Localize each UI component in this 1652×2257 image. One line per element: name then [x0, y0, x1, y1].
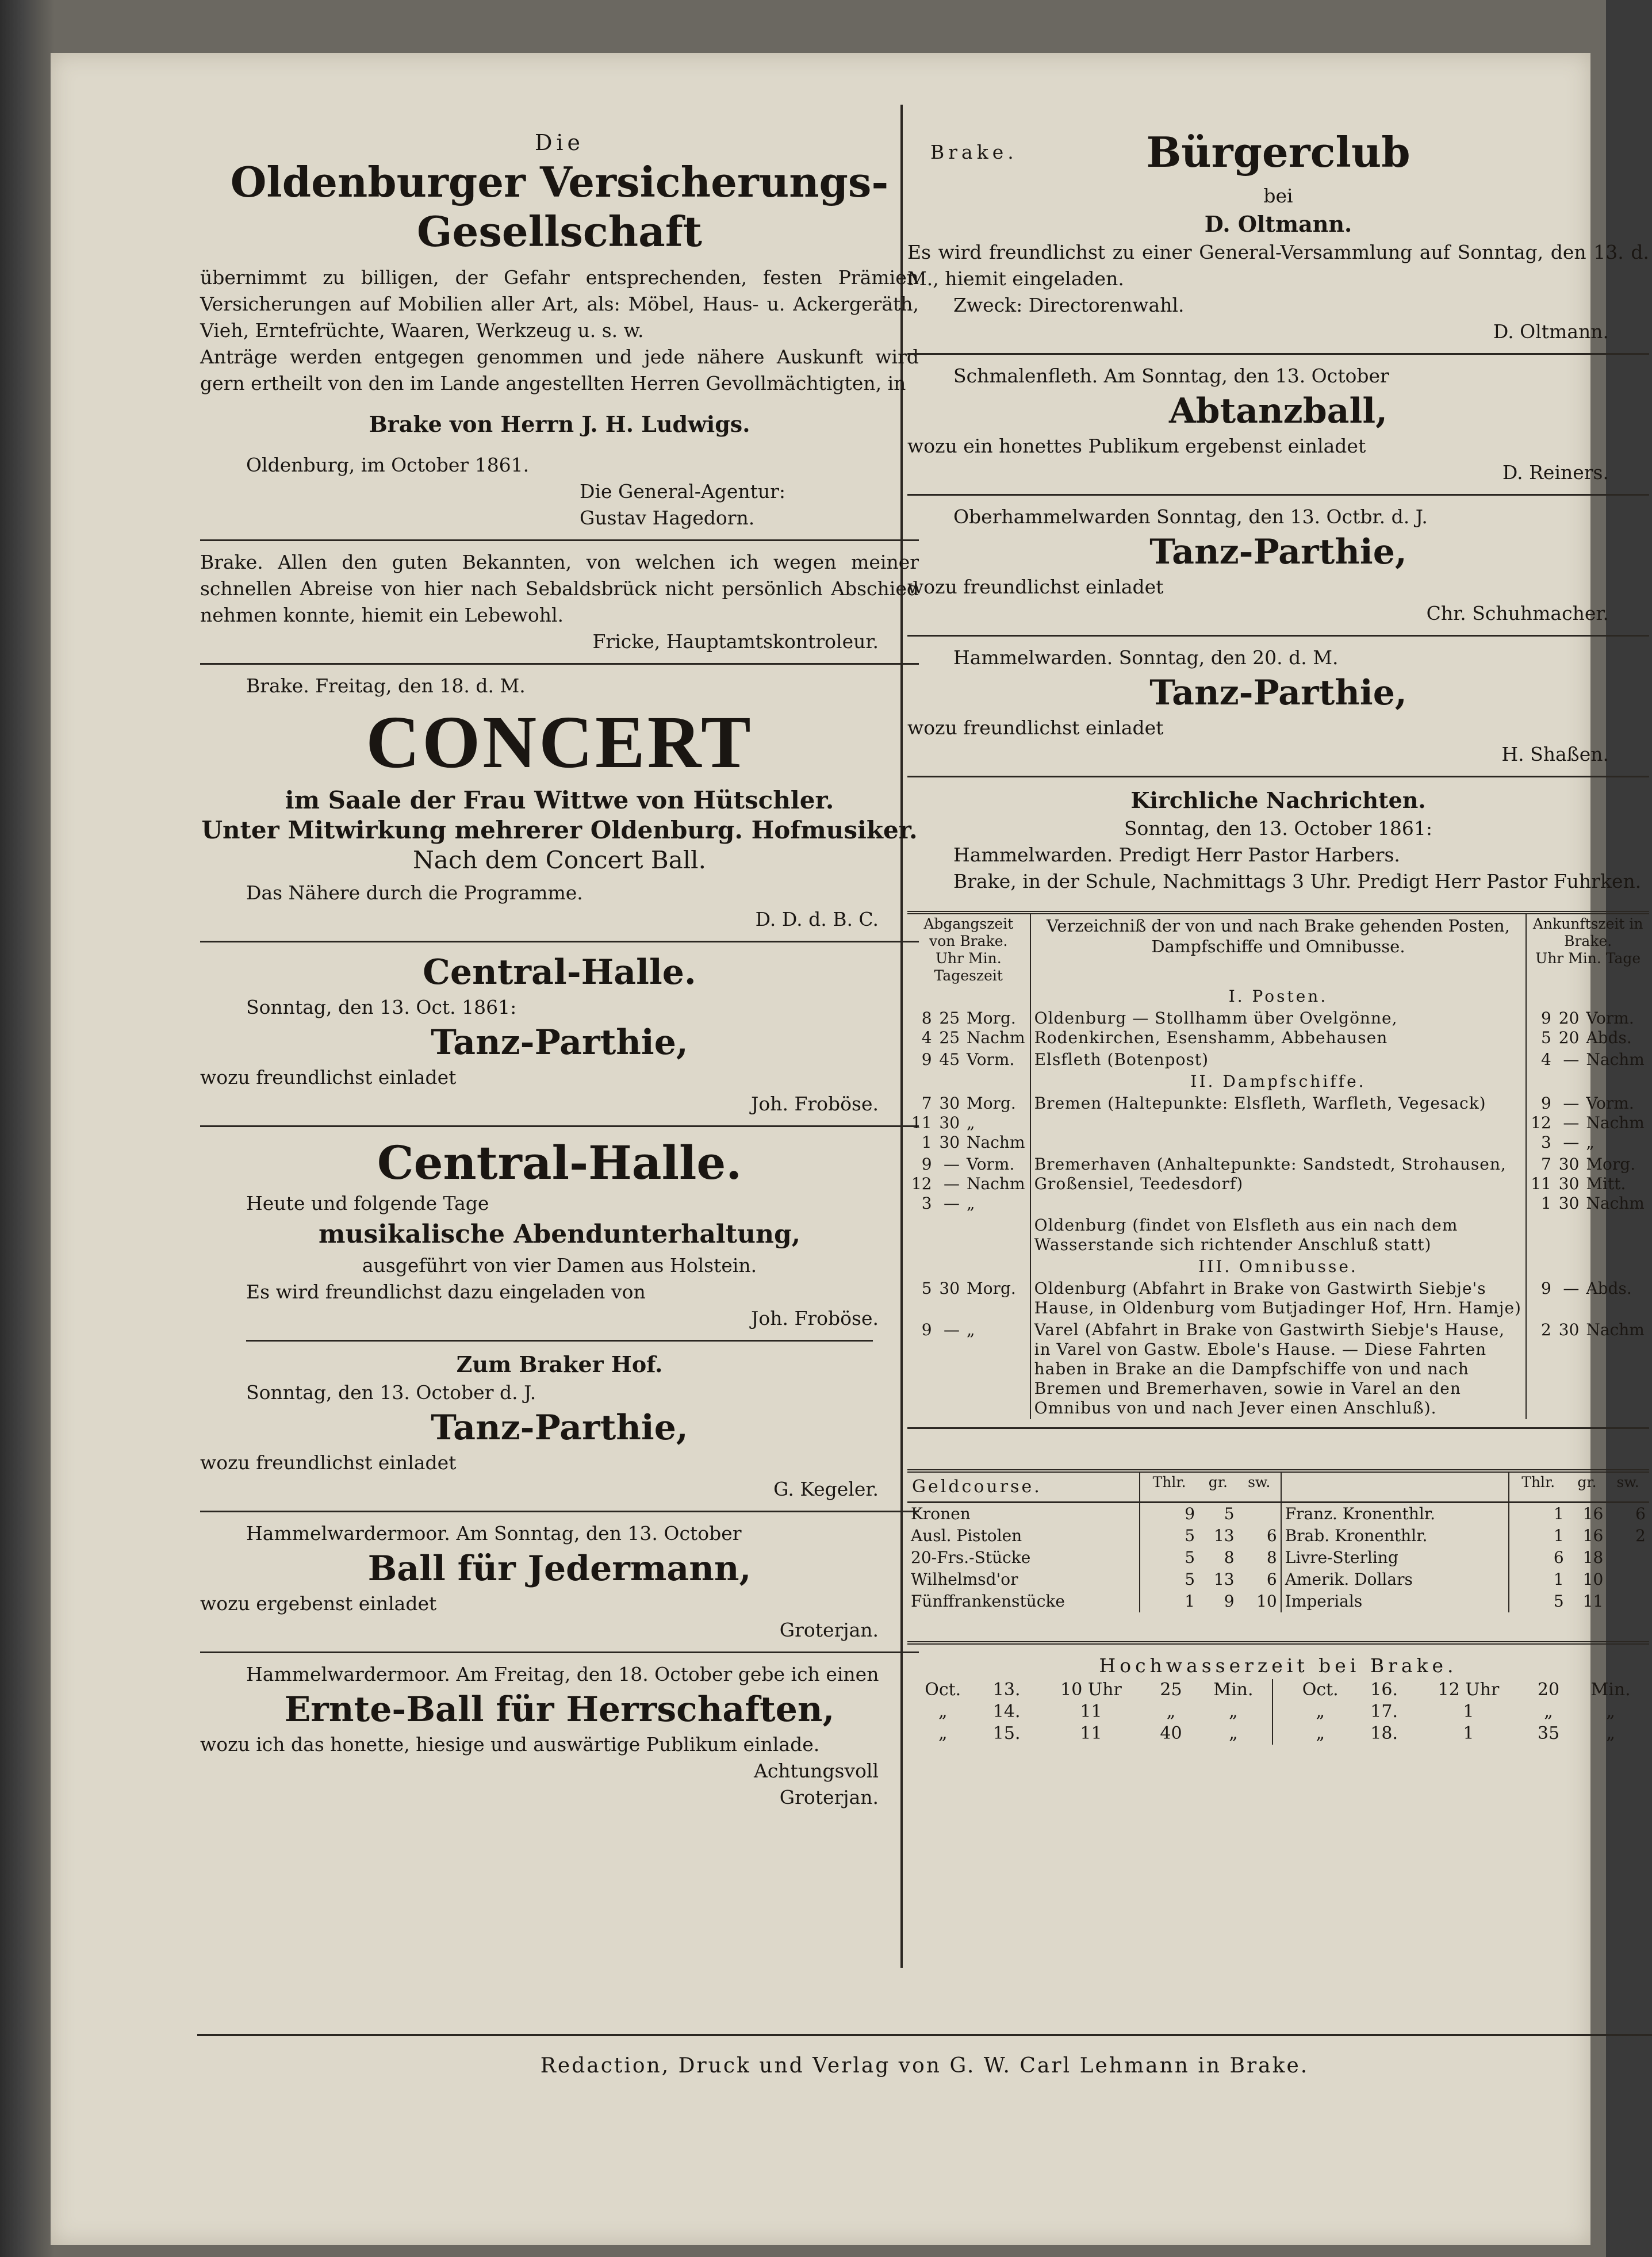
- concert-sig: D. D. d. B. C.: [755, 908, 879, 930]
- buerger-title: Bürgerclub: [1146, 128, 1410, 177]
- transport-schedule: [907, 911, 1649, 1429]
- coin-gr: 10: [1582, 1570, 1604, 1589]
- sched-spacer: [936, 1256, 964, 1278]
- hw-cell: 18.: [1370, 1723, 1398, 1743]
- ball2-event: Ernte-Ball für Herrschaften,: [284, 1689, 835, 1730]
- hw-cell: 14.: [992, 1702, 1021, 1722]
- hammel-date: Hammelwarden. Sonntag, den 20. d. M.: [953, 646, 1339, 669]
- arr-min: 30 30 30: [1558, 1155, 1580, 1213]
- dep-time-of-day: „: [967, 1320, 975, 1339]
- central2-line-1: Heute und folgende Tage: [246, 1192, 489, 1214]
- hw-cell: „: [938, 1702, 948, 1722]
- coin-sw: 6: [1266, 1526, 1277, 1545]
- dep-time-of-day: Morg. „ Nachm: [967, 1094, 1025, 1152]
- sched-spacer: [907, 1256, 936, 1278]
- arr-hour: 9 12 3: [1526, 1093, 1555, 1154]
- ball1-invite: wozu ergebenst einladet: [200, 1592, 437, 1615]
- coin-sw: [1607, 1547, 1649, 1569]
- concert-date: Brake. Freitag, den 18. d. M.: [246, 675, 526, 697]
- central2-title: Central-Halle.: [377, 1136, 742, 1190]
- braker-event: Tanz-Parthie,: [431, 1408, 688, 1448]
- arr-time-of-day: Nachm: [1586, 1320, 1645, 1339]
- schedule-section-row: [907, 1071, 1649, 1093]
- buergerclub-ad: [907, 128, 1649, 345]
- farewell-sig: Fricke, Hauptamtskontroleur.: [592, 630, 879, 653]
- route-desc: Oldenburg (findet von Elsfleth aus ein nach dem Wasserstande sich richtender Anschluß statt): [1030, 1214, 1527, 1256]
- hw-cell: 15.: [992, 1723, 1021, 1743]
- church-news: [907, 785, 1649, 895]
- insurance-sig-2: Gustav Hagedorn.: [580, 507, 755, 529]
- divider: [200, 1125, 919, 1127]
- ober-date: Oberhammelwarden Sonntag, den 13. Octbr. d. J.: [953, 505, 1428, 528]
- buerger-zweck: Zweck: Directorenwahl.: [953, 294, 1185, 316]
- coin-sw: 6: [1266, 1570, 1277, 1589]
- central2-line-3: ausgeführt von vier Damen aus Holstein.: [362, 1254, 757, 1277]
- geld-row: [907, 1591, 1649, 1612]
- dep-hour: [907, 1214, 936, 1256]
- sched-spacer: [907, 1071, 936, 1093]
- ball1-date: Hammelwardermoor. Am Sonntag, den 13. October: [246, 1522, 742, 1545]
- sched-spacer: [936, 986, 964, 1007]
- geld-title: Geldcourse.: [912, 1477, 1042, 1497]
- central1-event: Tanz-Parthie,: [431, 1022, 688, 1063]
- insurance-ad: [200, 128, 919, 531]
- hw-cell: „: [1166, 1702, 1176, 1722]
- dep-time-of-day: Morg.: [967, 1279, 1016, 1298]
- central2-line-4: Es wird freundlichst dazu eingeladen von: [246, 1281, 646, 1303]
- coin-thlr: 5: [1140, 1547, 1198, 1569]
- sched-spacer: [1555, 1071, 1583, 1093]
- arr-time-of-day: [1582, 1214, 1649, 1256]
- coin-thlr: 1: [1509, 1525, 1567, 1547]
- arr-time-of-day: Vorm. Abds.: [1586, 1009, 1634, 1047]
- hw-cell: 12 Uhr: [1438, 1680, 1500, 1700]
- arr-min: [1555, 1214, 1583, 1256]
- concert-line-4: Das Nähere durch die Programme.: [246, 882, 583, 904]
- dep-time-of-day: Morg. Nachm: [967, 1009, 1025, 1047]
- hw-cell: „: [1229, 1702, 1238, 1722]
- dep-min: 45: [939, 1050, 960, 1069]
- coin-name: Ausl. Pistolen: [911, 1526, 1022, 1545]
- arr-time-of-day: Vorm. Nachm „: [1586, 1094, 1645, 1152]
- kirche-title: Kirchliche Nachrichten.: [1130, 787, 1426, 813]
- schedule-row: [907, 1049, 1649, 1071]
- hw-cell: 10 Uhr: [1060, 1680, 1122, 1700]
- geld-h-blank: [1281, 1471, 1509, 1503]
- dep-hour: 9: [921, 1050, 932, 1069]
- geld-h-thlr-2: Thlr.: [1509, 1471, 1567, 1503]
- geld-row: [907, 1569, 1649, 1591]
- route-desc: Bremerhaven (Anhaltepunkte: Sandstedt, Strohausen, Großensiel, Teedesdorf): [1030, 1154, 1527, 1214]
- ball2-sig-2: Groterjan.: [779, 1786, 879, 1808]
- coin-name: 20-Frs.-Stücke: [911, 1548, 1031, 1567]
- high-water-table: [907, 1679, 1649, 1745]
- kirche-line-1: Hammelwarden. Predigt Herr Pastor Harbers.: [953, 844, 1400, 866]
- ball1-sig: Groterjan.: [779, 1619, 879, 1641]
- insurance-body-1: übernimmt zu billigen, der Gefahr entsprechenden, festen Prämien Versicherungen auf Mobilien aller Art, als: Möbel, Haus- u. Ackergeräth, Vieh, Erntefrüchte, Waaren, Werkzeug u. s. w.: [200, 266, 919, 342]
- geld-row: [907, 1547, 1649, 1569]
- coin-gr: 13: [1213, 1526, 1235, 1545]
- hw-cell: „: [1316, 1723, 1325, 1743]
- hw-cell: 40: [1160, 1723, 1182, 1743]
- hw-cell: 1: [1463, 1702, 1474, 1722]
- hochwasser-title: Hochwasserzeit bei Brake.: [1099, 1654, 1458, 1677]
- high-water-row: [907, 1679, 1649, 1701]
- schedule-section-title: III. Omnibusse.: [1030, 1256, 1527, 1278]
- sched-spacer: [963, 986, 1030, 1007]
- coin-thlr: 1: [1509, 1503, 1567, 1526]
- coin-gr: 16: [1582, 1526, 1604, 1545]
- geld-h-gr: gr.: [1208, 1474, 1228, 1490]
- ball2-date: Hammelwardermoor. Am Freitag, den 18. October gebe ich einen: [246, 1663, 879, 1685]
- dep-min: 25 25: [939, 1009, 960, 1047]
- geld-h-thlr: Thlr.: [1140, 1471, 1198, 1503]
- ball2-invite: wozu ich das honette, hiesige und auswärtige Publikum einlade.: [200, 1733, 820, 1756]
- divider: [200, 539, 919, 541]
- dep-hour: 7 11 1: [911, 1094, 932, 1152]
- high-water-section: [907, 1641, 1649, 1745]
- coin-name: Franz. Kronenthlr.: [1281, 1503, 1509, 1526]
- schedule-row: [907, 1154, 1649, 1214]
- insurance-agent: Brake von Herrn J. H. Ludwigs.: [369, 411, 750, 437]
- schedule-row: [907, 1278, 1649, 1319]
- high-water-row: [907, 1723, 1649, 1745]
- ball2-sig-1: Achtungsvoll: [753, 1760, 879, 1782]
- coin-sw: [1607, 1591, 1649, 1612]
- braker-invite: wozu freundlichst einladet: [200, 1451, 457, 1474]
- geld-row: [907, 1503, 1649, 1526]
- divider: [907, 635, 1649, 637]
- hw-sep: [1272, 1723, 1285, 1745]
- arr-hour: 7 11 1: [1526, 1154, 1555, 1214]
- route-desc: Oldenburg (Abfahrt in Brake von Gastwirth Siebje's Hause, in Oldenburg vom Butjadinger Hof, Hrn. Hamje): [1030, 1278, 1527, 1319]
- dep-hour: 5: [921, 1279, 932, 1298]
- arr-min: 30: [1558, 1320, 1580, 1339]
- hw-cell: 1: [1463, 1723, 1474, 1743]
- abtanz-date: Schmalenfleth. Am Sonntag, den 13. October: [953, 365, 1389, 387]
- insurance-place: Oldenburg, im October 1861.: [246, 454, 530, 476]
- coin-gr: 18: [1582, 1548, 1604, 1567]
- route-desc: Elsfleth (Botenpost): [1030, 1049, 1527, 1071]
- buerger-place: Brake.: [930, 141, 1018, 163]
- hw-sep: [1272, 1701, 1285, 1723]
- coin-name: Brab. Kronenthlr.: [1281, 1525, 1509, 1547]
- concert-line-1: im Saale der Frau Wittwe von Hütschler.: [285, 786, 834, 814]
- coin-thlr: 5: [1140, 1525, 1198, 1547]
- hw-cell: 25: [1160, 1680, 1182, 1700]
- arr-min: —: [1563, 1279, 1580, 1298]
- geld-row: [907, 1525, 1649, 1547]
- braker-date: Sonntag, den 13. October d. J.: [246, 1381, 536, 1404]
- oberhammelwarden-ad: [907, 504, 1649, 627]
- hw-cell: Oct.: [1302, 1680, 1339, 1700]
- arr-min: —: [1563, 1050, 1580, 1069]
- braker-title: Zum Braker Hof.: [456, 1351, 663, 1377]
- sched-spacer: [1526, 1256, 1555, 1278]
- hw-cell: „: [1316, 1702, 1325, 1722]
- coin-thlr: 9: [1140, 1503, 1198, 1526]
- hw-cell: „: [1544, 1702, 1553, 1722]
- coin-name: Fünffrankenstücke: [911, 1592, 1065, 1611]
- dep-hour: 9 12 3: [911, 1155, 932, 1213]
- insurance-sig-1: Die General-Agentur:: [580, 480, 786, 503]
- coin-sw: 10: [1256, 1592, 1277, 1611]
- schedule-row: [907, 1007, 1649, 1049]
- buerger-text: Es wird freundlichst zu einer General-Versammlung auf Sonntag, den 13. d. M., hiemit eingeladen.: [907, 241, 1649, 290]
- central1-title: Central-Halle.: [423, 952, 696, 993]
- dep-min: 30 30 30: [939, 1094, 960, 1152]
- ober-sig: Chr. Schuhmacher.: [1426, 602, 1609, 624]
- hammelwarden-ad: [907, 645, 1649, 768]
- route-desc: Bremen (Haltepunkte: Elsfleth, Warfleth, Vegesack): [1030, 1093, 1527, 1154]
- ober-invite: wozu freundlichst einladet: [907, 576, 1164, 598]
- arr-time-of-day: Abds.: [1586, 1279, 1632, 1298]
- schedule-row: [907, 1214, 1649, 1256]
- coin-gr: 11: [1582, 1592, 1604, 1611]
- coin-name: Amerik. Dollars: [1281, 1569, 1509, 1591]
- hw-cell: „: [1606, 1723, 1615, 1743]
- hw-cell: „: [1229, 1723, 1238, 1743]
- dep-min: 30: [939, 1279, 960, 1298]
- dep-hour: 9: [921, 1320, 932, 1339]
- ober-event: Tanz-Parthie,: [1149, 532, 1407, 572]
- coin-thlr: 5: [1509, 1591, 1567, 1612]
- concert-line-3: Nach dem Concert Ball.: [413, 846, 706, 874]
- sched-spacer: [1555, 986, 1583, 1007]
- buerger-host: D. Oltmann.: [1204, 211, 1352, 237]
- arr-hour: 4: [1526, 1049, 1555, 1071]
- divider: [200, 1651, 919, 1653]
- schedule-section-title: I. Posten.: [1030, 986, 1527, 1007]
- schedule-section-row: [907, 1256, 1649, 1278]
- hammel-invite: wozu freundlichst einladet: [907, 716, 1164, 739]
- geld-h-sw-2: sw.: [1616, 1474, 1639, 1490]
- hw-sep: [1272, 1679, 1285, 1701]
- hw-cell: 13.: [992, 1680, 1021, 1700]
- insurance-body-2: Anträge werden entgegen genommen und jede nähere Auskunft wird gern ertheilt von den im Lande angestellten Herren Gevollmächtigten, in: [200, 346, 919, 394]
- abtanz-sig: D. Reiners.: [1502, 461, 1609, 484]
- buerger-bei: bei: [1263, 185, 1293, 207]
- sched-spacer: [963, 1256, 1030, 1278]
- left-column: [200, 128, 919, 1811]
- sched-spacer: [1526, 1071, 1555, 1093]
- sched-spacer: [1582, 986, 1649, 1007]
- high-water-row: [907, 1701, 1649, 1723]
- coin-thlr: 6: [1509, 1547, 1567, 1569]
- divider: [907, 776, 1649, 777]
- concert-title: CONCERT: [366, 701, 753, 784]
- hw-cell: 20: [1537, 1680, 1560, 1700]
- arr-hour: 9 5: [1526, 1007, 1555, 1049]
- sched-spacer: [1555, 1256, 1583, 1278]
- divider: [200, 1511, 919, 1512]
- arr-time-of-day: Morg. Mitt. Nachm: [1586, 1155, 1645, 1213]
- coin-name: Kronen: [911, 1504, 971, 1523]
- dep-time-of-day: Vorm. Nachm „: [967, 1155, 1025, 1213]
- central-halle-ad-1: [200, 951, 919, 1117]
- insurance-title-2: Gesellschaft: [417, 207, 702, 256]
- divider: [200, 941, 919, 942]
- ball1-event: Ball für Jedermann,: [367, 1549, 752, 1589]
- coin-sw: [1238, 1503, 1281, 1526]
- hw-cell: „: [1606, 1702, 1615, 1722]
- coin-gr: 13: [1213, 1570, 1235, 1589]
- divider: [200, 663, 919, 665]
- ernte-ball-ad: [200, 1661, 919, 1811]
- dep-hour: 8 4: [921, 1009, 932, 1047]
- hw-cell: 11: [1080, 1702, 1102, 1722]
- sched-spacer: [963, 1071, 1030, 1093]
- coin-thlr: 1: [1509, 1569, 1567, 1591]
- central-halle-ad-2: [200, 1135, 919, 1332]
- departure-header: Abgangszeit von Brake. Uhr Min. Tageszeit: [907, 913, 1030, 986]
- braker-sig: G. Kegeler.: [773, 1478, 879, 1500]
- arrival-header: Ankunftszeit in Brake. Uhr Min. Tage: [1526, 913, 1649, 986]
- dep-min: —: [944, 1320, 960, 1339]
- hw-cell: Min.: [1590, 1680, 1631, 1700]
- hw-cell: 11: [1080, 1723, 1102, 1743]
- central2-sig: Joh. Froböse.: [751, 1307, 879, 1329]
- coin-thlr: 5: [1140, 1569, 1198, 1591]
- hammel-sig: H. Shaßen.: [1501, 743, 1609, 765]
- coin-sw: 8: [1266, 1548, 1277, 1567]
- arr-hour: 2: [1526, 1319, 1555, 1419]
- concert-line-2: Unter Mitwirkung mehrerer Oldenburg. Hofmusiker.: [201, 816, 918, 844]
- dep-time-of-day: Vorm.: [967, 1050, 1015, 1069]
- money-course-table: [907, 1469, 1649, 1612]
- sched-spacer: [936, 1071, 964, 1093]
- coin-sw: [1607, 1569, 1649, 1591]
- coin-gr: 9: [1224, 1592, 1235, 1611]
- schedule-section-title: II. Dampfschiffe.: [1030, 1071, 1527, 1093]
- coin-name: Wilhelmsd'or: [911, 1570, 1018, 1589]
- abtanz-event: Abtanzball,: [1168, 391, 1388, 431]
- insurance-title-1: Oldenburger Versicherungs-: [230, 158, 889, 206]
- sched-spacer: [907, 986, 936, 1007]
- hammel-event: Tanz-Parthie,: [1149, 673, 1407, 713]
- hw-cell: 35: [1537, 1723, 1560, 1743]
- concert-ad: [200, 673, 919, 933]
- sched-spacer: [1582, 1256, 1649, 1278]
- coin-gr: 8: [1224, 1548, 1235, 1567]
- coin-name: Imperials: [1281, 1591, 1509, 1612]
- route-desc: Varel (Abfahrt in Brake von Gastwirth Siebje's Hause, in Varel von Gastw. Ebole's Hause. — Diese Fahrten haben in Brake an die Dampfschiffe von und nach Bremen und Bremerhaven, sowie in Varel an den Omnibus von und nach Jever einen Anschluß).: [1030, 1319, 1527, 1419]
- footer-rule: [197, 2034, 1652, 2036]
- geld-h-gr-2: gr.: [1577, 1474, 1597, 1490]
- right-column: [907, 128, 1649, 1745]
- sched-spacer: [1526, 986, 1555, 1007]
- hw-cell: 16.: [1370, 1680, 1398, 1700]
- dep-min: — — —: [944, 1155, 960, 1213]
- geld-h-sw: sw.: [1248, 1474, 1271, 1490]
- sched-spacer: [1582, 1071, 1649, 1093]
- coin-sw: 6: [1635, 1504, 1646, 1523]
- coin-name: Livre-Sterling: [1281, 1547, 1509, 1569]
- hw-cell: Min.: [1213, 1680, 1254, 1700]
- schedule-row: [907, 1319, 1649, 1419]
- newspaper-page: [51, 53, 1649, 2245]
- divider: [907, 494, 1649, 496]
- ball-jedermann-ad: [200, 1520, 919, 1643]
- ad-die: Die: [534, 130, 585, 155]
- arr-hour: 9: [1526, 1278, 1555, 1319]
- schedule-section-row: [907, 986, 1649, 1007]
- coin-gr: 16: [1582, 1504, 1604, 1523]
- hw-cell: Oct.: [925, 1680, 961, 1700]
- arr-hour: [1526, 1214, 1555, 1256]
- central1-invite: wozu freundlichst einladet: [200, 1066, 457, 1089]
- central1-sig: Joh. Froböse.: [751, 1093, 879, 1115]
- coin-gr: 5: [1224, 1504, 1235, 1523]
- hw-cell: 17.: [1370, 1702, 1398, 1722]
- route-desc: Oldenburg — Stollhamm über Ovelgönne, Rodenkirchen, Esenshamm, Abbehausen: [1030, 1007, 1527, 1049]
- abtanz-invite: wozu ein honettes Publikum ergebenst einladet: [907, 435, 1366, 457]
- abtanzball-ad: [907, 363, 1649, 486]
- imprint: Redaction, Druck und Verlag von G. W. Carl Lehmann in Brake.: [540, 2054, 1309, 2078]
- schedule-row: [907, 1093, 1649, 1154]
- farewell-text: Brake. Allen den guten Bekannten, von welchen ich wegen meiner schnellen Abreise von hier nach Sebaldsbrück nicht persönlich Abschied nehmen konnte, hiemit ein Lebewohl.: [200, 551, 919, 626]
- central1-date: Sonntag, den 13. Oct. 1861:: [246, 996, 517, 1018]
- farewell-notice: [200, 549, 919, 655]
- coin-sw: 2: [1635, 1526, 1646, 1545]
- arr-time-of-day: Nachm: [1586, 1050, 1645, 1069]
- braker-hof-ad: [200, 1350, 919, 1503]
- arr-min: — — —: [1563, 1094, 1580, 1152]
- kirche-line-2: Brake, in der Schule, Nachmittags 3 Uhr. Predigt Herr Pastor Fuhrken.: [953, 870, 1642, 892]
- schedule-end-rule: [907, 1419, 1649, 1428]
- coin-thlr: 1: [1140, 1591, 1198, 1612]
- arr-min: 20 20: [1558, 1009, 1580, 1047]
- divider: [246, 1340, 873, 1342]
- schedule-main-header: Verzeichniß der von und nach Brake gehenden Posten, Dampfschiffe und Omnibusse.: [1030, 913, 1527, 986]
- hw-cell: „: [938, 1723, 948, 1743]
- dep-min: [936, 1214, 964, 1256]
- kirche-date: Sonntag, den 13. October 1861:: [1124, 817, 1433, 840]
- divider: [907, 353, 1649, 355]
- central2-line-2: musikalische Abendunterhaltung,: [318, 1220, 801, 1249]
- dep-time-of-day: [963, 1214, 1030, 1256]
- buerger-sig: D. Oltmann.: [1493, 320, 1609, 343]
